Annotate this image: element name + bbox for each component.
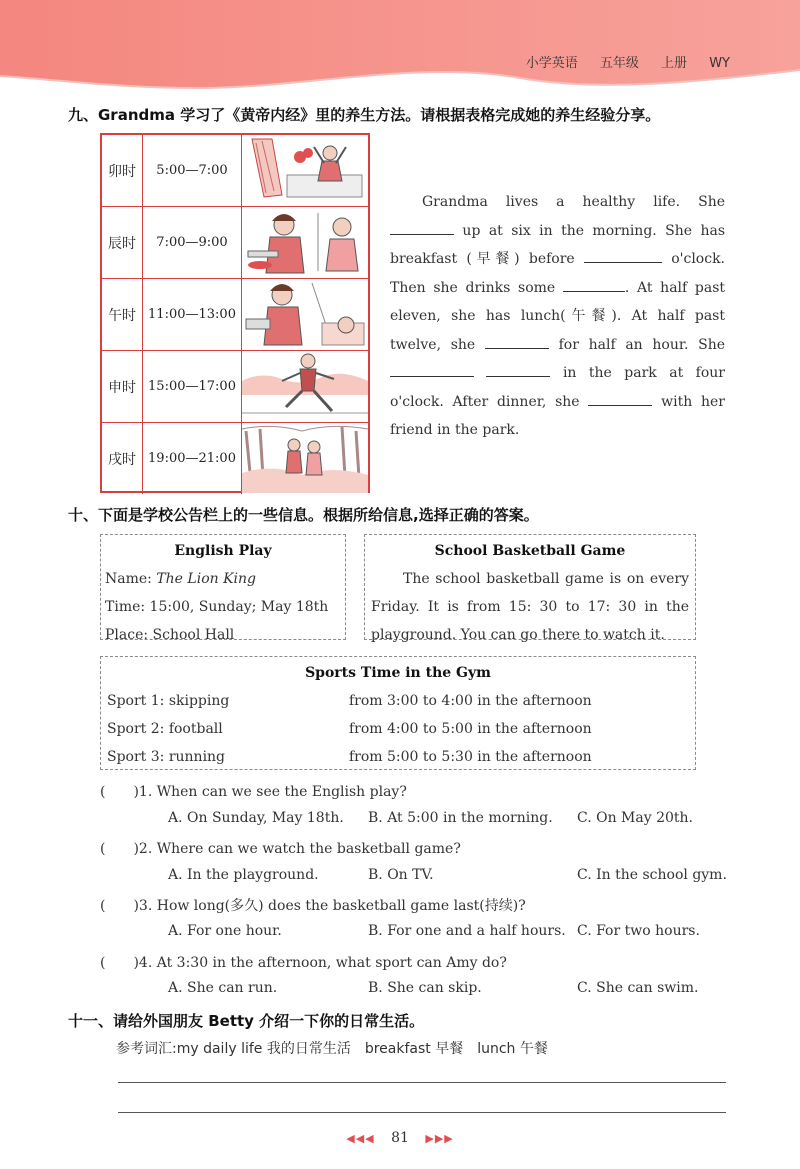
play-name: The Lion King xyxy=(156,571,257,587)
option-b[interactable]: B. For one and a half hours. xyxy=(368,923,566,939)
volume: 上册 xyxy=(661,56,688,71)
sport-name: Sport 1: skipping xyxy=(107,693,230,709)
sport-time: from 4:00 to 5:00 in the afternoon xyxy=(349,721,592,737)
sport-row xyxy=(107,743,689,771)
answer-blank[interactable] xyxy=(584,248,662,263)
answer-blank[interactable] xyxy=(486,362,550,377)
option-a[interactable]: A. For one hour. xyxy=(168,923,282,939)
answer-blank[interactable] xyxy=(485,334,549,349)
period-name: 辰时 xyxy=(102,207,143,278)
period-name: 午时 xyxy=(102,279,143,350)
option-c[interactable]: C. She can swim. xyxy=(577,980,699,996)
passage xyxy=(390,188,725,445)
book-info xyxy=(514,52,730,71)
sport-name: Sport 3: running xyxy=(107,749,226,765)
period-time: 7:00—9:00 xyxy=(143,207,242,278)
question-2: ( )2. Where can we watch the basketball game? xyxy=(100,841,461,857)
option-b[interactable]: B. She can skip. xyxy=(368,980,482,996)
sport-time: from 5:00 to 5:30 in the afternoon xyxy=(349,749,592,765)
notice-english-play xyxy=(100,534,346,643)
passage-text: in the park at four o'clock. After dinner, she xyxy=(390,365,725,410)
period-time: 19:00—21:00 xyxy=(143,423,242,494)
question-4: ( )4. At 3:30 in the afternoon, what sport can Amy do? xyxy=(100,955,507,971)
option-a[interactable]: A. She can run. xyxy=(168,980,278,996)
schedule-row xyxy=(102,351,368,423)
period-time: 11:00—13:00 xyxy=(143,279,242,350)
notice-text: The school basketball game is on every Friday. It is from 15: 30 to 17: 30 in the playground. You can go there to watch it. xyxy=(371,571,689,643)
notice-title: School Basketball Game xyxy=(434,543,626,559)
passage-text: o'clock. Then she drinks some xyxy=(390,251,726,296)
name-label: Name: xyxy=(105,571,152,587)
passage-text: . At half past eleven, she has lunch(午餐). At half past twelve, she xyxy=(390,279,726,353)
sport-row xyxy=(107,715,689,743)
option-a[interactable]: A. In the playground. xyxy=(168,867,319,883)
writing-line[interactable] xyxy=(118,1082,726,1083)
writing-line[interactable] xyxy=(118,1112,726,1113)
grade: 五年级 xyxy=(599,56,639,71)
answer-blank[interactable] xyxy=(563,277,625,292)
section-10-title: 十、下面是学校公告栏上的一些信息。根据所给信息,选择正确的答案。 xyxy=(68,506,539,524)
header-band xyxy=(0,0,800,92)
schedule-row xyxy=(102,135,368,207)
period-name: 戌时 xyxy=(102,423,143,494)
waking-up-illustration xyxy=(242,135,368,206)
schedule-row xyxy=(102,423,368,494)
option-c[interactable]: C. On May 20th. xyxy=(577,810,694,826)
lunch-and-nap-illustration xyxy=(242,279,368,350)
exercise-illustration xyxy=(242,351,368,422)
vocab-hint: 参考词汇:my daily life 我的日常生活 breakfast 早餐 lunch 午餐 xyxy=(116,1041,548,1057)
notice-line: Time: 15:00, Sunday; May 18th xyxy=(105,599,329,615)
passage-text: up at six in the morning. She has breakfast (早餐) before xyxy=(390,222,726,267)
option-a[interactable]: A. On Sunday, May 18th. xyxy=(168,810,344,826)
period-time: 15:00—17:00 xyxy=(143,351,242,422)
option-c[interactable]: C. For two hours. xyxy=(577,923,700,939)
period-name: 申时 xyxy=(102,351,143,422)
prev-arrows-icon: ◀◀◀ xyxy=(346,1132,375,1145)
answer-blank[interactable] xyxy=(588,391,652,406)
schedule-row xyxy=(102,279,368,351)
option-b[interactable]: B. At 5:00 in the morning. xyxy=(368,810,553,826)
edition: WY xyxy=(709,56,730,71)
notice-sports-time xyxy=(100,656,696,770)
question-1: ( )1. When can we see the English play? xyxy=(100,784,407,800)
option-b[interactable]: B. On TV. xyxy=(368,867,434,883)
period-name: 卯时 xyxy=(102,135,143,206)
subject: 小学英语 xyxy=(525,56,578,71)
passage-text: for half an hour. She xyxy=(558,336,726,353)
option-c[interactable]: C. In the school gym. xyxy=(577,867,727,883)
sport-name: Sport 2: football xyxy=(107,721,223,737)
next-arrows-icon: ▶▶▶ xyxy=(425,1132,454,1145)
notice-title: English Play xyxy=(174,543,272,559)
page-footer xyxy=(0,1130,800,1146)
breakfast-illustration xyxy=(242,207,368,278)
sport-time: from 3:00 to 4:00 in the afternoon xyxy=(349,693,592,709)
question-3: ( )3. How long(多久) does the basketball game last(持续)? xyxy=(100,898,526,914)
page-number: 81 xyxy=(391,1130,409,1146)
schedule-row xyxy=(102,207,368,279)
sport-row xyxy=(107,687,689,715)
notice-basketball-game xyxy=(364,534,696,643)
passage-text: with her friend in the park. xyxy=(390,393,725,438)
notice-line xyxy=(105,565,341,593)
passage-text: Grandma lives a healthy life. She xyxy=(422,194,725,210)
answer-blank[interactable] xyxy=(390,220,454,235)
section-11-title: 十一、请给外国朋友 Betty 介绍一下你的日常生活。 xyxy=(68,1012,425,1030)
answer-blank[interactable] xyxy=(390,362,474,377)
walking-illustration xyxy=(242,423,368,494)
period-time: 5:00—7:00 xyxy=(143,135,242,206)
schedule-table xyxy=(100,133,370,493)
notice-title: Sports Time in the Gym xyxy=(305,665,491,681)
section-9-title: 九、Grandma 学习了《黄帝内经》里的养生方法。请根据表格完成她的养生经验分享。 xyxy=(68,106,661,124)
notice-line: Place: School Hall xyxy=(105,627,235,643)
